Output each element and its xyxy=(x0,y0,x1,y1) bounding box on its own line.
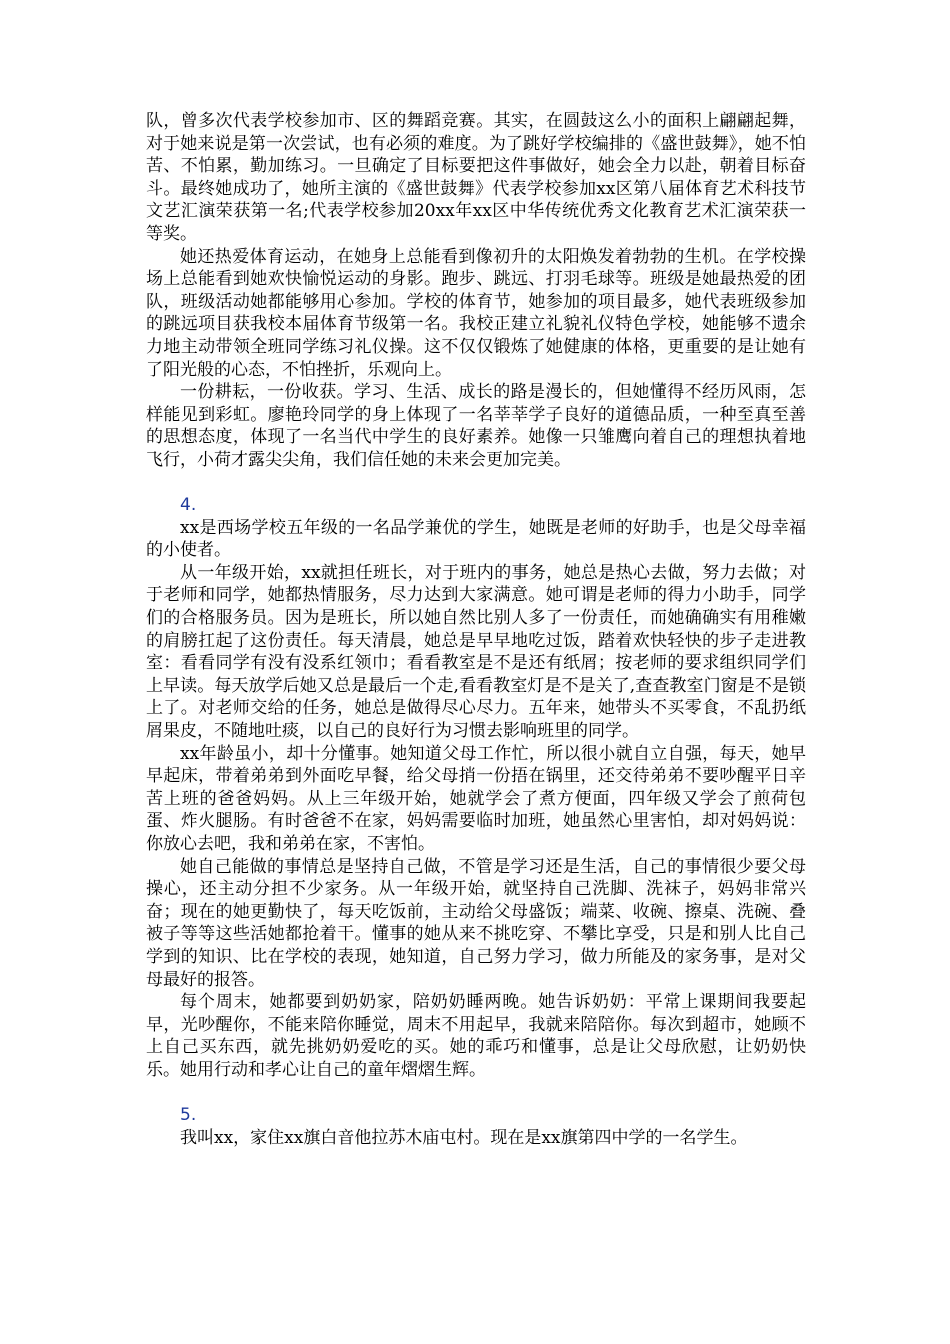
paragraph: 一份耕耘，一份收获。学习、生活、成长的路是漫长的，但她懂得不经历风雨，怎样能见到彩虹。廖艳玲同学的身上体现了一名莘莘学子良好的道德品质，一种至真至善的思想态度，体现了一名当代中学生的良好素养。她像一只雏鹰向着自己的理想执着地飞行，小荷才露尖尖角，我们信任她的未来会更加完美。 xyxy=(146,382,806,470)
paragraph: 从一年级开始，xx就担任班长，对于班内的事务，她总是热心去做，努力去做；对于老师和同学，她都热情服务，尽力达到大家满意。她可谓是老师的得力小助手，同学们的合格服务员。因为是班长，所以她自然比别人多了一份责任，而她确确实有用稚嫩的肩膀扛起了这份责任。每天清晨，她总是早早地吃过饭，踏着欢快轻快的步子走进教室：看看同学有没有没系红领巾；看看教室是不是还有纸屑；按老师的要求组织同学们上早读。每天放学后她又总是最后一个走,看看教室灯是不是关了,查查教室门窗是不是锁上了。对老师交给的任务，她总是做得尽心尽力。五年来，她带头不买零食，不乱扔纸屑果皮，不随地吐痰，以自己的良好行为习惯去影响班里的同学。 xyxy=(146,562,806,742)
paragraph: xx年龄虽小，却十分懂事。她知道父母工作忙，所以很小就自立自强，每天，她早早起床，带着弟弟到外面吃早餐，给父母捎一份捂在锅里，还交待弟弟不要吵醒平日辛苦上班的爸爸妈妈。从上三年级开始，她就学会了煮方便面，四年级又学会了煎荷包蛋、炸火腿肠。有时爸爸不在家，妈妈需要临时加班，她虽然心里害怕，却对妈妈说：你放心去吧，我和弟弟在家，不害怕。 xyxy=(146,743,806,854)
document-page xyxy=(146,110,806,1149)
paragraph: xx是西场学校五年级的一名品学兼优的学生，她既是老师的好助手，也是父母幸福的小使者。 xyxy=(146,517,806,561)
paragraph: 每个周末，她都要到奶奶家，陪奶奶睡两晚。她告诉奶奶：平常上课期间我要起早，光吵醒你，不能来陪你睡觉，周末不用起早，我就来陪陪你。每次到超市，她顾不上自己买东西，就先挑奶奶爱吃的买。她的乖巧和懂事，总是让父母欣慰，让奶奶快乐。她用行动和孝心让自己的童年熠熠生辉。 xyxy=(146,992,806,1080)
blank-line xyxy=(146,472,806,495)
paragraph: 她自己能做的事情总是坚持自己做，不管是学习还是生活，自己的事情很少要父母操心，还主动分担不少家务。从一年级开始，就坚持自己洗脚、洗袜子，妈妈非常兴奋；现在的她更勤快了，每天吃饭前，主动给父母盛饭；端菜、收碗、擦桌、洗碗、叠被子等等这些活她都抢着干。懂事的她从来不挑吃穿、不攀比享受，只是和别人比自己学到的知识、比在学校的表现，她知道，自己努力学习，做力所能及的家务事，是对父母最好的报答。 xyxy=(146,856,806,990)
section-number: 4. xyxy=(180,495,197,516)
paragraph: 她还热爱体育运动，在她身上总能看到像初升的太阳焕发着勃勃的生机。在学校操场上总能看到她欢快愉悦运动的身影。跑步、跳远、打羽毛球等。班级是她最热爱的团队，班级活动她都能够用心参加。学校的体育节，她参加的项目最多，她代表班级参加的跳远项目获我校本届体育节级第一名。我校正建立礼貌礼仪特色学校，她能够不遗余力地主动带领全班同学练习礼仪操。这不仅仅锻炼了她健康的体格，更重要的是让她有了阳光般的心态，不怕挫折，乐观向上。 xyxy=(146,246,806,380)
paragraph: 我叫xx，家住xx旗白音他拉苏木庙屯村。现在是xx旗第四中学的一名学生。 xyxy=(180,1127,748,1148)
blank-line xyxy=(146,1082,806,1105)
section-number: 5. xyxy=(180,1105,197,1126)
paragraph: 队，曾多次代表学校参加市、区的舞蹈竞赛。其实，在圆鼓这么小的面积上翩翩起舞，对于她来说是第一次尝试，也有必须的难度。为了跳好学校编排的《盛世鼓舞》，她不怕苦、不怕累，勤加练习。一旦确定了目标要把这件事做好，她会全力以赴，朝着目标奋斗。最终她成功了，她所主演的《盛世鼓舞》代表学校参加xx区第八届体育艺术科技节文艺汇演荣获第一名;代表学校参加20xx年xx区中华传统优秀文化教育艺术汇演荣获一等奖。 xyxy=(146,111,806,244)
